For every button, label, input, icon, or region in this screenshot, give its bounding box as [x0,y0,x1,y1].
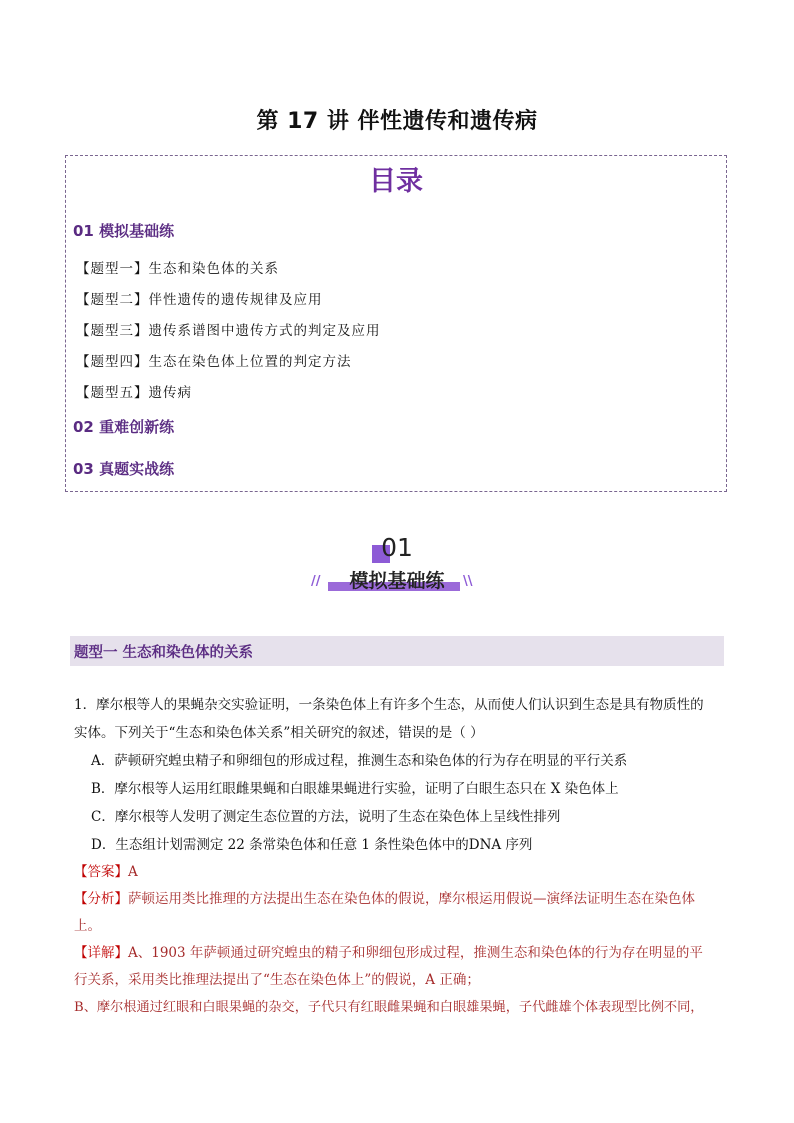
analysis-line-1 [74,887,695,907]
detail-text-1: A、1903 年萨顿通过研究蝗虫的精子和卵细包形成过程，推测生态和染色体的行为存在明显的平 [128,945,703,961]
page-title: 第 17 讲 伴性遗传和遗传病 [256,109,538,134]
toc-section-01[interactable]: 01 模拟基础练 [73,222,175,240]
question-stem-line-2: 实体。下列关于“生态和染色体关系”相关研究的叙述，错误的是（ ） [74,725,484,741]
question-type-header: 题型一 生态和染色体的关系 [70,636,724,666]
detail-tag: 【详解】 [74,945,128,961]
section-number: 01 [381,533,413,562]
banner-right-mark: \\ [463,574,473,589]
toc-item-type-1[interactable]: 【题型一】生态和染色体的关系 [76,261,279,277]
answer-value: A [128,864,138,880]
option-d: D．生态组计划需测定 22 条常染色体和任意 1 条性染色体中的DNA 序列 [91,837,533,853]
table-of-contents [65,155,727,492]
detail-line-3: B、摩尔根通过红眼和白眼果蝇的杂交，子代只有红眼雌果蝇和白眼雄果蝇，子代雌雄个体表现型比例不同， [74,1000,704,1015]
option-b: B．摩尔根等人运用红眼雌果蝇和白眼雄果蝇进行实验，证明了白眼生态只在 X 染色体上 [91,781,619,797]
toc-item-type-4[interactable]: 【题型四】生态在染色体上位置的判定方法 [76,354,352,370]
answer-tag: 【答案】 [74,864,128,880]
option-c: C．摩尔根等人发明了测定生态位置的方法，说明了生态在染色体上呈线性排列 [91,809,561,825]
detail-line-1 [74,941,703,961]
toc-heading: 目录 [369,166,423,197]
analysis-tag: 【分析】 [74,891,128,907]
toc-item-type-2[interactable]: 【题型二】伴性遗传的遗传规律及应用 [76,292,323,308]
analysis-line-2: 上。 [74,918,101,934]
question-stem-line-1: 1．摩尔根等人的果蝇杂交实验证明，一条染色体上有许多个生态，从而使人们认识到生态是具有物质性的 [74,697,704,713]
option-a: A．萨顿研究蝗虫精子和卵细包的形成过程，推测生态和染色体的行为存在明显的平行关系 [91,753,628,769]
analysis-text-1: 萨顿运用类比推理的方法提出生态在染色体的假说，摩尔根运用假说—演绎法证明生态在染色体 [128,891,695,907]
answer-line [74,860,138,880]
banner-left-mark: // [311,574,321,589]
detail-line-2: 行关系，采用类比推理法提出了“生态在染色体上”的假说，A 正确； [74,972,480,988]
toc-item-type-3[interactable]: 【题型三】遗传系谱图中遗传方式的判定及应用 [76,323,381,339]
toc-section-02[interactable]: 02 重难创新练 [73,418,175,436]
toc-item-type-5[interactable]: 【题型五】遗传病 [76,385,192,401]
toc-section-03[interactable]: 03 真题实战练 [73,460,175,478]
section-title: 模拟基础练 [349,570,445,592]
